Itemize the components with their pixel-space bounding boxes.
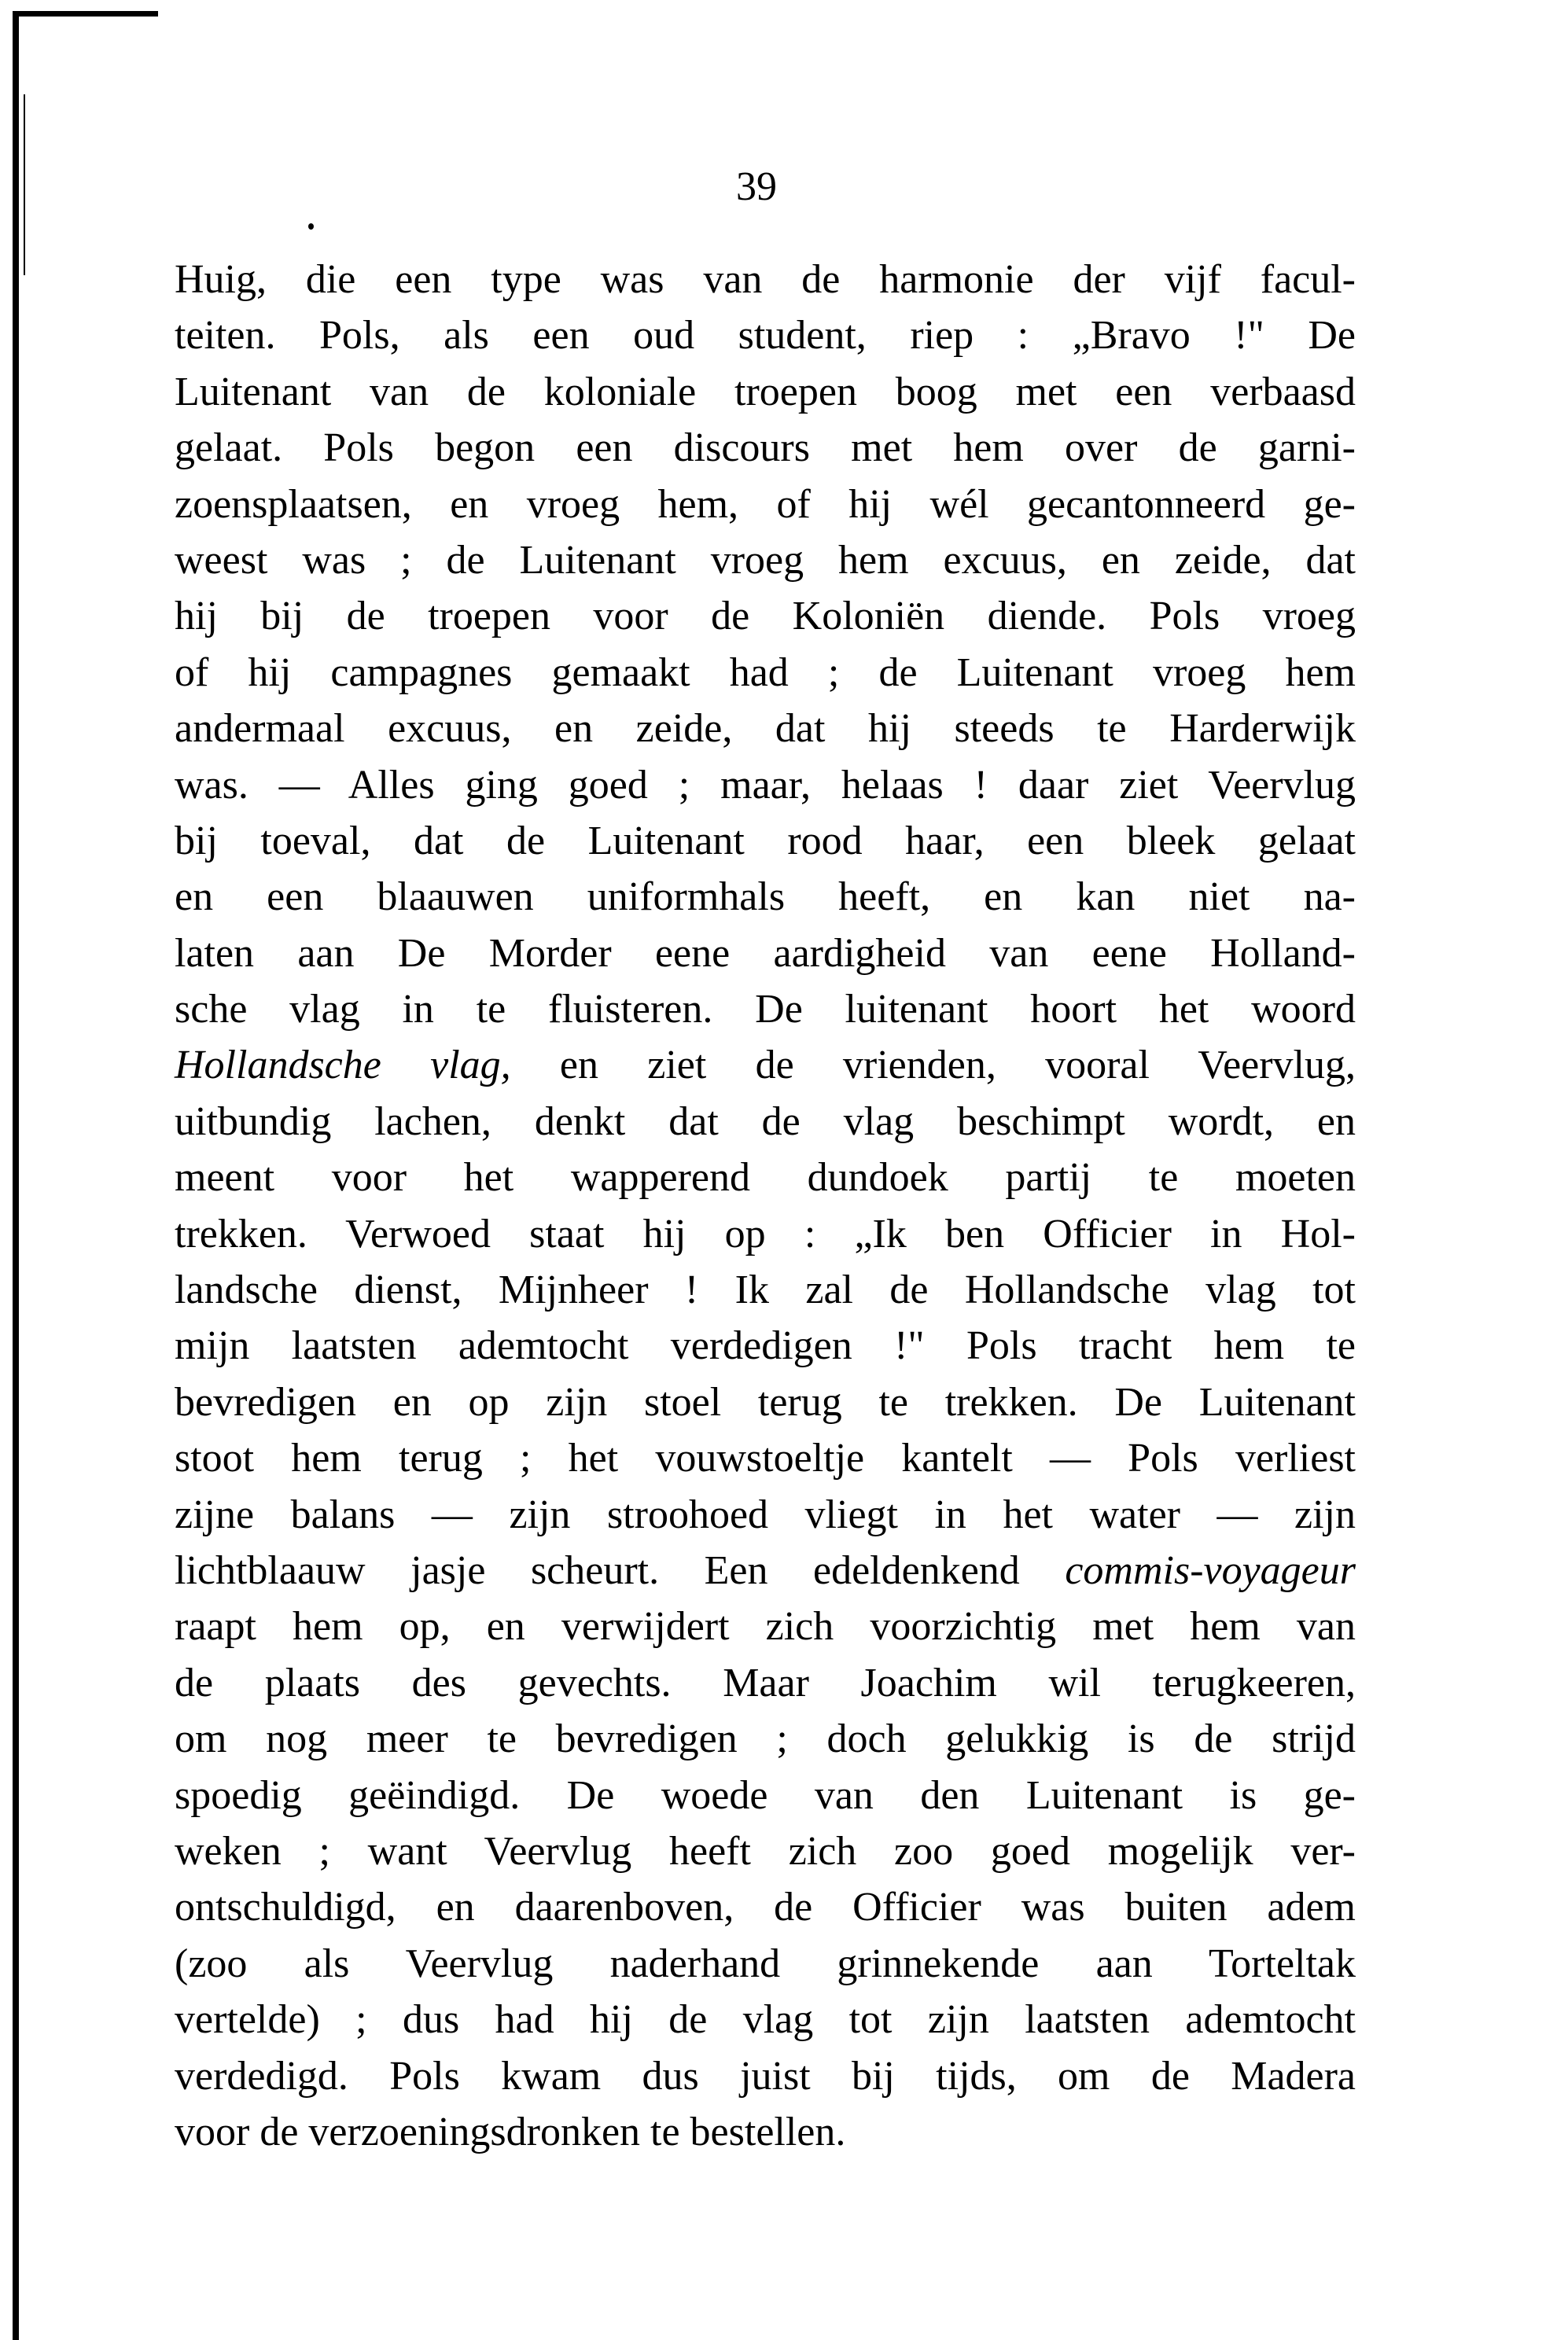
text-segment: (zoo als Veervlug naderhand grinnekende aan Torteltak [175, 1941, 1356, 1986]
text-line [175, 701, 1356, 756]
text-segment: weest was ; de Luitenant vroeg hem excuus, en zeide, dat [175, 537, 1356, 583]
text-line [175, 1599, 1356, 1654]
text-line [175, 1992, 1356, 2048]
text-line [175, 813, 1356, 869]
text-line [175, 2104, 1356, 2160]
text-segment: bij toeval, dat de Luitenant rood haar, een bleek gelaat [175, 818, 1356, 863]
text-line [175, 1374, 1356, 1430]
text-line [175, 1936, 1356, 1992]
text-line [175, 1262, 1356, 1318]
text-line [175, 1487, 1356, 1543]
text-line [175, 1768, 1356, 1823]
text-line [175, 364, 1356, 420]
italic-text: commis-voyageur [1065, 1547, 1356, 1593]
text-line [175, 476, 1356, 532]
text-segment: verdedigd. Pols kwam dus juist bij tijds, om de Madera [175, 2053, 1356, 2099]
text-segment: uitbundig lachen, denkt dat de vlag beschimpt wordt, en [175, 1098, 1356, 1144]
text-segment: de plaats des gevechts. Maar Joachim wil terugkeeren, [175, 1660, 1356, 1705]
text-line [175, 1711, 1356, 1767]
text-line [175, 1318, 1356, 1374]
text-line [175, 2048, 1356, 2104]
text-line [175, 757, 1356, 813]
body-text [175, 252, 1356, 2160]
text-segment: ontschuldigd, en daarenboven, de Officier was buiten adem [175, 1885, 1356, 1930]
text-segment: was. — Alles ging goed ; maar, helaas ! daar ziet Veervlug [175, 762, 1356, 808]
text-line [175, 1206, 1356, 1262]
text-line [175, 588, 1356, 644]
scan-border-left [13, 11, 19, 2340]
text-segment: landsche dienst, Mijnheer ! Ik zal de Hollandsche vlag tot [175, 1268, 1356, 1313]
text-segment: lichtblaauw jasje scheurt. Een edeldenkend [175, 1547, 1066, 1593]
text-line [175, 869, 1356, 925]
text-segment: voor de verzoeningsdronken te bestellen. [175, 2109, 846, 2154]
text-line [175, 981, 1356, 1037]
text-line [175, 1150, 1356, 1205]
text-segment: teiten. Pols, als een oud student, riep : „Bravo !" De [175, 313, 1356, 359]
text-line [175, 645, 1356, 701]
ink-speck [308, 223, 314, 230]
text-line [175, 925, 1356, 981]
text-line [175, 1094, 1356, 1150]
text-line [175, 307, 1356, 363]
text-line [175, 1655, 1356, 1711]
text-line [175, 1037, 1356, 1093]
text-segment: zoensplaatsen, en vroeg hem, of hij wél gecantonneerd ge- [175, 481, 1356, 527]
text-segment: mijn laatsten ademtocht verdedigen !" Pols tracht hem te [175, 1323, 1356, 1369]
scan-border-top [13, 11, 158, 17]
page-number: 39 [736, 164, 777, 209]
text-segment: raapt hem op, en verwijdert zich voorzichtig met hem van [175, 1604, 1356, 1650]
text-line [175, 420, 1356, 476]
text-segment: gelaat. Pols begon een discours met hem over de garni- [175, 425, 1356, 471]
text-segment: of hij campagnes gemaakt had ; de Luitenant vroeg hem [175, 649, 1356, 695]
text-segment: weken ; want Veervlug heeft zich zoo goed mogelijk ver- [175, 1828, 1356, 1874]
text-line [175, 1879, 1356, 1935]
text-segment: sche vlag in te fluisteren. De luitenant hoort het woord [175, 987, 1356, 1032]
text-segment: stoot hem terug ; het vouwstoeltje kantelt — Pols verliest [175, 1436, 1356, 1481]
text-line [175, 252, 1356, 307]
text-segment: laten aan De Morder eene aardigheid van eene Holland- [175, 930, 1356, 976]
text-line [175, 1430, 1356, 1486]
text-segment: trekken. Verwoed staat hij op : „Ik ben Officier in Hol- [175, 1211, 1356, 1256]
text-segment: spoedig geëindigd. De woede van den Luitenant is ge- [175, 1772, 1356, 1818]
text-segment: vertelde) ; dus had hij de vlag tot zijn laatsten ademtocht [175, 1997, 1356, 2043]
text-segment: en een blaauwen uniformhals heeft, en kan niet na- [175, 874, 1356, 920]
text-segment: hij bij de troepen voor de Koloniën diende. Pols vroeg [175, 594, 1356, 639]
text-segment: en ziet de vrienden, vooral Veervlug, [510, 1043, 1356, 1088]
text-segment: andermaal excuus, en zeide, dat hij steeds te Harderwijk [175, 706, 1356, 752]
text-line [175, 1543, 1356, 1599]
text-line [175, 532, 1356, 588]
text-segment: meent voor het wapperend dundoek partij te moeten [175, 1155, 1356, 1201]
text-segment: om nog meer te bevredigen ; doch gelukkig is de strijd [175, 1716, 1356, 1762]
italic-text: Hollandsche vlag, [175, 1043, 511, 1088]
text-segment: Luitenant van de koloniale troepen boog met een verbaasd [175, 369, 1356, 414]
text-segment: Huig, die een type was van de harmonie der vijf facul- [175, 257, 1356, 302]
text-line [175, 1823, 1356, 1879]
text-segment: bevredigen en op zijn stoel terug te trekken. De Luitenant [175, 1379, 1356, 1425]
scan-border-left-inner [24, 94, 25, 275]
text-segment: zijne balans — zijn stroohoed vliegt in het water — zijn [175, 1492, 1356, 1537]
